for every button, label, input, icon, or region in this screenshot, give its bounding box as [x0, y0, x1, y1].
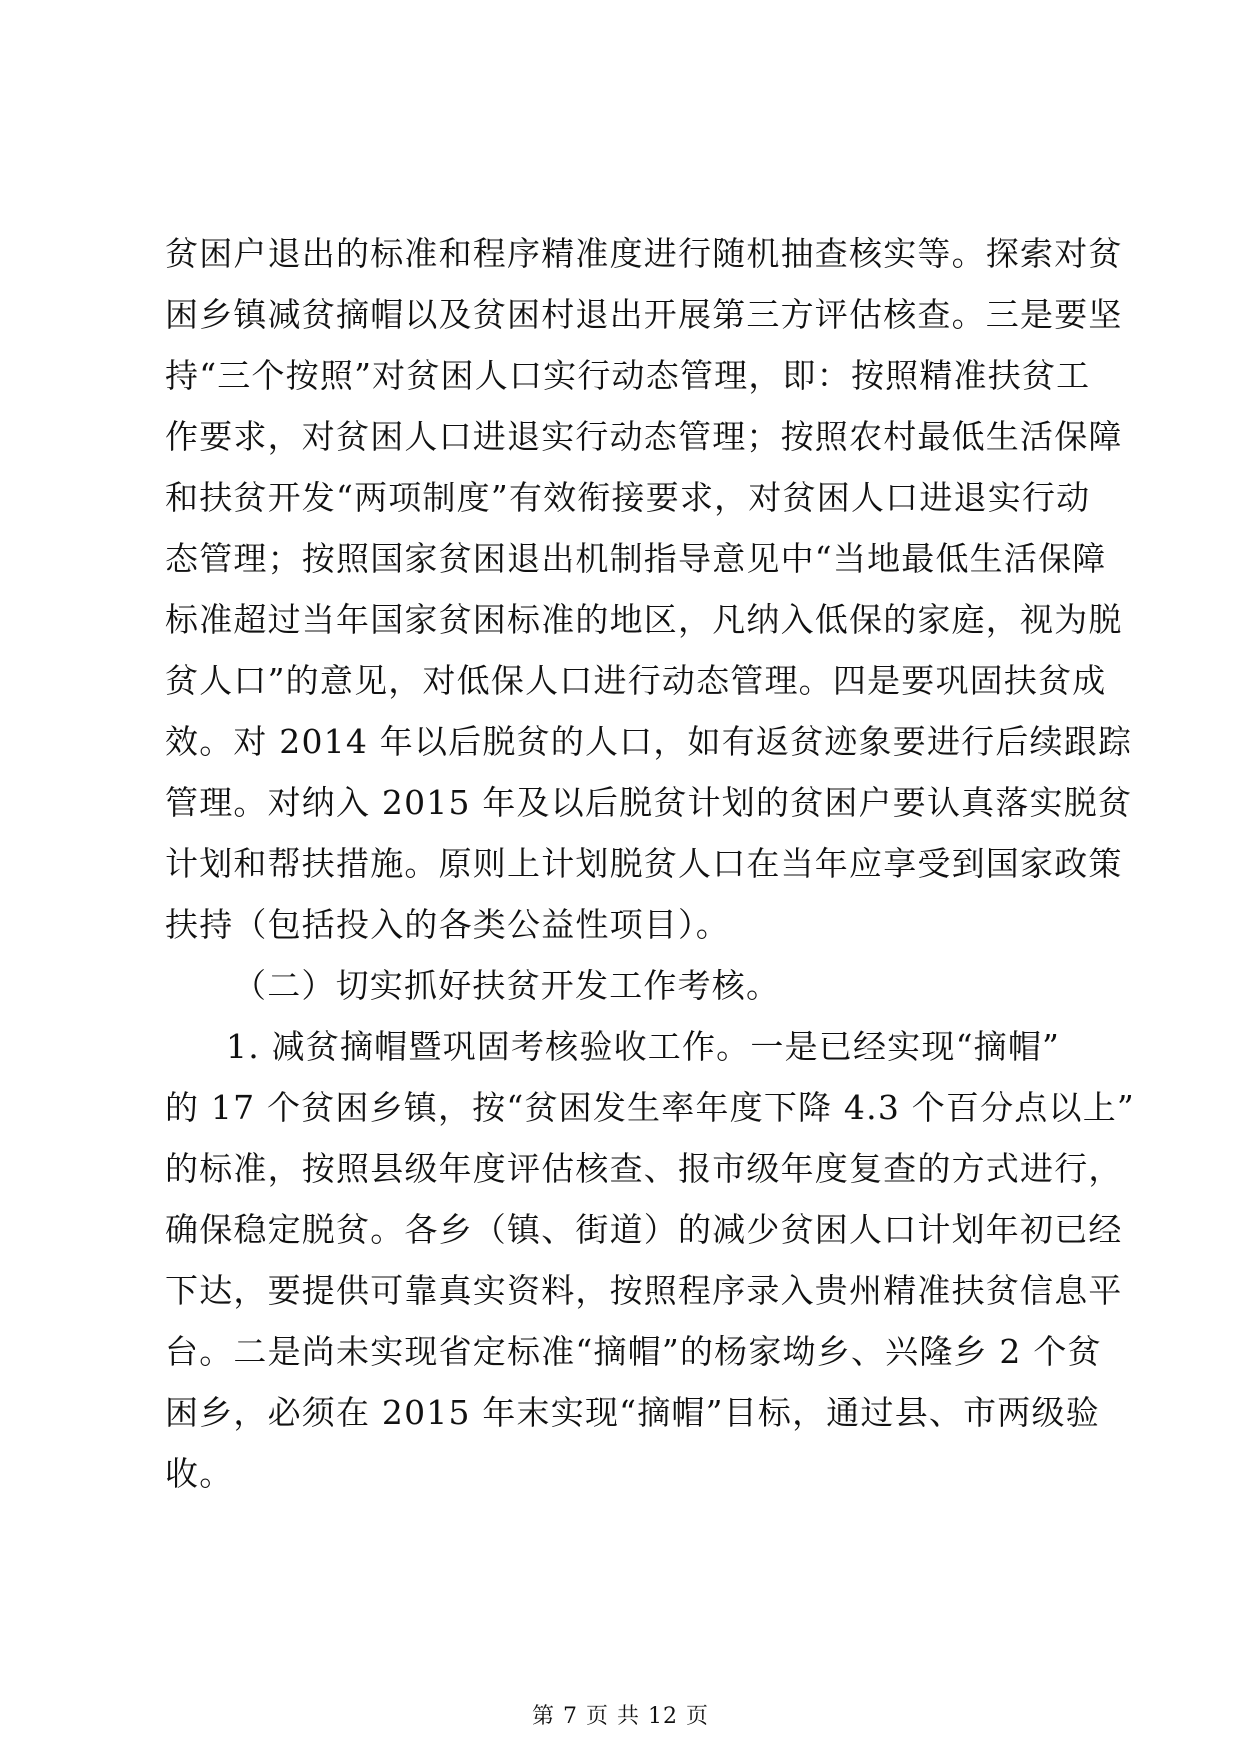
text-line: 计划和帮扶措施。原则上计划脱贫人口在当年应享受到国家政策 [165, 844, 1123, 883]
text-line: 持“三个按照”对贫困人口实行动态管理，即：按照精准扶贫工 [165, 356, 1091, 395]
text-line: 贫困户退出的标准和程序精准度进行随机抽查核实等。探索对贫 [165, 234, 1123, 273]
text-line: 的标准，按照县级年度评估核查、报市级年度复查的方式进行， [165, 1149, 1123, 1188]
text-line: 效。对 2014 年以后脱贫的人口，如有返贫迹象要进行后续跟踪 [165, 722, 1133, 761]
text-line: 扶持（包括投入的各类公益性项目）。 [165, 905, 730, 944]
text-line: 作要求，对贫困人口进退实行动态管理；按照农村最低生活保障 [165, 417, 1123, 456]
page-number-footer: 第 7 页 共 12 页 [532, 1704, 709, 1729]
text-line: 管理。对纳入 2015 年及以后脱贫计划的贫困户要认真落实脱贫 [165, 783, 1133, 822]
text-line: 态管理；按照国家贫困退出机制指导意见中“当地最低生活保障 [165, 539, 1107, 578]
text-line: 收。 [165, 1454, 234, 1493]
text-line: 1. 减贫摘帽暨巩固考核验收工作。一是已经实现“摘帽” [226, 1027, 1061, 1066]
section-heading: （二）切实抓好扶贫开发工作考核。 [233, 966, 781, 1005]
text-line: 台。二是尚未实现省定标准“摘帽”的杨家坳乡、兴隆乡 2 个贫 [165, 1332, 1102, 1371]
text-line: 标准超过当年国家贫困标准的地区，凡纳入低保的家庭，视为脱 [165, 600, 1123, 639]
text-line: 确保稳定脱贫。各乡（镇、街道）的减少贫困人口计划年初已经 [165, 1210, 1123, 1249]
text-line: 和扶贫开发“两项制度”有效衔接要求，对贫困人口进退实行动 [165, 478, 1091, 517]
text-line: 下达，要提供可靠真实资料，按照程序录入贵州精准扶贫信息平 [165, 1271, 1123, 1310]
text-line: 困乡镇减贫摘帽以及贫困村退出开展第三方评估核查。三是要坚 [165, 295, 1123, 334]
text-line: 困乡，必须在 2015 年末实现“摘帽”目标，通过县、市两级验 [165, 1393, 1100, 1432]
text-line: 的 17 个贫困乡镇，按“贫困发生率年度下降 4.3 个百分点以上” [165, 1088, 1135, 1127]
text-line: 贫人口”的意见，对低保人口进行动态管理。四是要巩固扶贫成 [165, 661, 1107, 700]
